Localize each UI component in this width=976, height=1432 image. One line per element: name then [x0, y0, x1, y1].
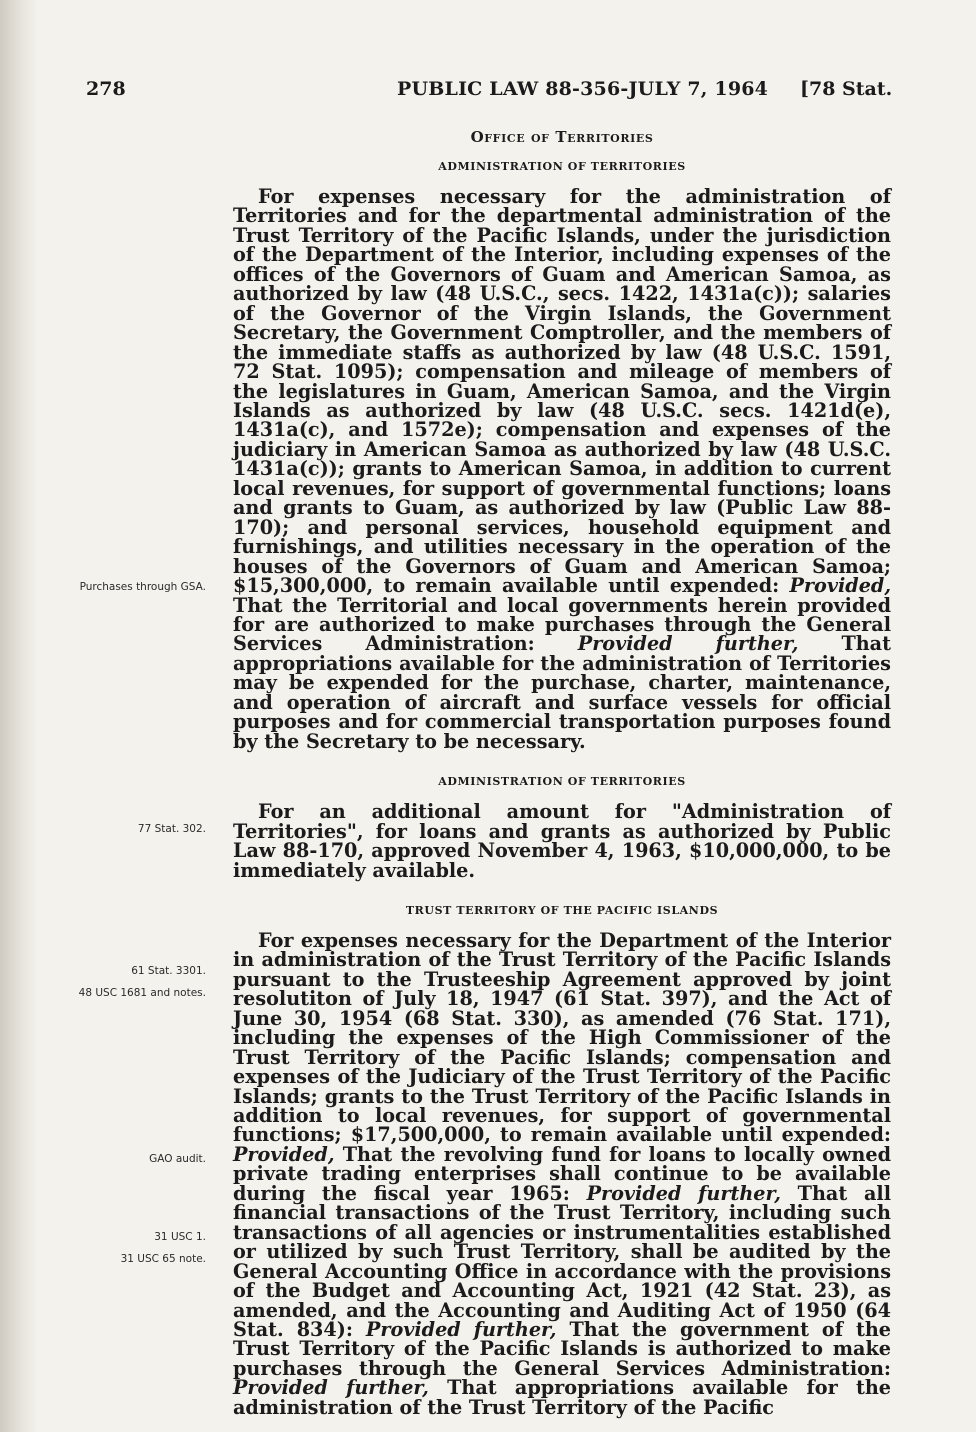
- page-header: [0, 78, 976, 108]
- margin-note-usc-1681: 48 USC 1681 and notes.: [78, 987, 206, 999]
- binding-shadow: [0, 0, 38, 1432]
- margin-note-stat-3301: 61 Stat. 3301.: [131, 965, 206, 977]
- margin-note-usc-1: 31 USC 1.: [154, 1231, 206, 1243]
- running-title: PUBLIC LAW 88-356-JULY 7, 1964: [397, 78, 769, 100]
- section-heading: ADMINISTRATION OF TERRITORIES: [438, 775, 686, 789]
- page-number: 278: [86, 78, 126, 100]
- section-heading: ADMINISTRATION OF TERRITORIES: [438, 160, 686, 173]
- section-heading: TRUST TERRITORY OF THE PACIFIC ISLANDS: [405, 903, 719, 917]
- margin-note-stat-302: 77 Stat. 302.: [137, 823, 206, 835]
- section-paragraph: For expenses necessary for the administration of Territories and for the departmental administration of the Trust Territory of the Pacific Islands, under the jurisdiction of the Department of the Interior, including expenses of the offices of the Governors of Guam and American Samoa, as authorized by law (48 U.S.C., secs. 1422, 1431a(c)); salaries of the Governor of the Virgin Islands, the Government Secretary, the Government Comptroller, and the members of the immediate staffs as authorized by law (48 U.S.C. 1591, 72 Stat. 1095); compensation and mileage of members of the legislatures in Guam, American Samoa, and the Virgin Islands as authorized by law (48 U.S.C. secs. 1421d(e), 1431a(c), and 1572e); compensation and expenses of the judiciary in American Samoa as authorized by law (48 U.S.C. 1431a(c)); grants to American Samoa, in addition to current local revenues, for support of governmental functions; loans and grants to Guam, as authorized by law (Public Law 88-170); and personal services, household equipment and furnishings, and utilities necessary in the operation of the houses of the Governors of Guam and American Samoa; $15,300,000, to remain available until expended: Provided, That the Territorial and local governments herein provided for are authorized to make purchases through the General Services Administration: Provided further, That appropriations available for the administration of Territories may be expended for the purchase, charter, maintenance, and operation of aircraft and surface vessels for official purposes and for commercial transportation purposes found by the Secretary to be necessary.: [233, 185, 891, 753]
- section-paragraph: For expenses necessary for the Department of the Interior in administration of the Trust Territory of the Pacific Islands pursuant to the Trusteeship Agreement approved by joint resolutiton of July 18, 1947 (61 Stat. 397), and the Act of June 30, 1954 (68 Stat. 330), as amended (76 Stat. 171), including the expenses of the High Commissioner of the Trust Territory of the Pacific Islands; compensation and expenses of the Judiciary of the Trust Territory of the Pacific Islands; grants to the Trust Territory of the Pacific Islands in addition to local revenues, for support of governmental functions; $17,500,000, to remain available until expended: Provided, That the revolving fund for loans to locally owned private trading enterprises shall continue to be available during the fiscal year 1965: Provided further, That all financial transactions of the Trust Territory, including such transactions of all agencies or instrumentalities established or utilized by such Trust Territory, shall be audited by the General Accounting Office in accordance with the provisions of the Budget and Accounting Act, 1921 (42 Stat. 23), as amended, and the Accounting and Auditing Act of 1950 (64 Stat. 834): Provided further, That the government of the Trust Territory of the Pacific Islands is authorized to make purchases through the General Services Administration: Provided further, That appropriations available for the administration of the Trust Territory of the Pacific: [233, 928, 891, 1419]
- margin-note-usc-65: 31 USC 65 note.: [120, 1253, 206, 1265]
- margin-note-purchases: Purchases through GSA.: [79, 581, 206, 593]
- margin-note-gao-audit: GAO audit.: [149, 1153, 206, 1165]
- office-heading: Office of Territories: [470, 128, 654, 146]
- statute-reference: [78 Stat.: [800, 78, 893, 100]
- section-paragraph: For an additional amount for "Administration of Territories", for loans and grants as authorized by Public Law 88-170, approved November 4, 1963, $10,000,000, to be immediately available.: [233, 800, 891, 882]
- main-text: [233, 128, 891, 1417]
